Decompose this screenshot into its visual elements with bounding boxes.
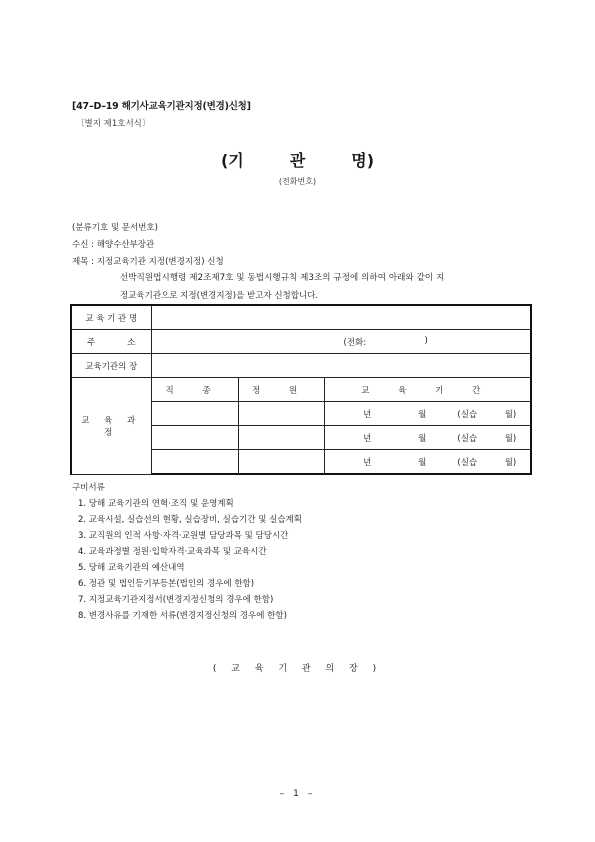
address-field[interactable] xyxy=(151,330,531,354)
title-char-3: 명) xyxy=(351,151,375,170)
institution-name-title xyxy=(0,148,595,171)
body-text-line-1: 선박직원법시행령 제2조제7호 및 동법시행규칙 제3조의 규정에 의하여 아래와 같이 지 xyxy=(120,273,445,283)
address-phone-close: ) xyxy=(424,336,428,346)
page-number: – 1 – xyxy=(279,789,316,799)
head-label: 교육기관의 장 xyxy=(71,354,151,378)
period-field[interactable]: 년 월 (실습 월) xyxy=(324,450,531,475)
document-item: 5. 당해 교육기관의 예산내역 xyxy=(78,563,185,573)
document-item: 3. 교직원의 인적 사항·자격·교원별 담당과목 및 담당시간 xyxy=(78,531,289,541)
row-address xyxy=(71,330,531,354)
classification-line: (분류기호 및 문서번호) xyxy=(72,223,158,233)
recipient-line: 수신 : 해양수산부장관 xyxy=(72,240,155,250)
capacity-header: 정 원 xyxy=(238,378,324,402)
row-institution-name xyxy=(71,305,531,330)
title-char-2: 관 xyxy=(289,151,306,170)
head-seal-line: ( 교 육 기 관 의 장 ) xyxy=(212,664,383,674)
head-field[interactable] xyxy=(151,354,531,378)
subject-line: 제목 : 지정교육기관 지정(변경지정) 신청 xyxy=(72,257,224,267)
capacity-field[interactable] xyxy=(238,450,324,475)
body-text-line-2: 정교육기관으로 지정(변경지정)을 받고자 신청합니다. xyxy=(120,291,319,301)
address-label: 주 소 xyxy=(71,330,151,354)
address-phone-label: (전화: xyxy=(343,338,367,348)
phone-number-label: (전화번호) xyxy=(278,177,317,186)
course-label: 교 육 과 정 xyxy=(71,378,151,475)
application-table xyxy=(70,304,532,475)
period-field[interactable]: 년 월 (실습 월) xyxy=(324,426,531,450)
document-item: 4. 교육과정별 정원·입학자격·교육과목 및 교육시간 xyxy=(78,547,267,557)
capacity-field[interactable] xyxy=(238,402,324,426)
job-type-header: 직 종 xyxy=(151,378,238,402)
row-head xyxy=(71,354,531,378)
document-item: 1. 당해 교육기관의 연혁·조직 및 운영계획 xyxy=(78,499,234,509)
period-header: 교 육 기 간 xyxy=(324,378,531,402)
document-item: 8. 변경사유를 기재한 서류(변경지정신청의 경우에 한함) xyxy=(78,611,287,621)
form-number: 〔별지 제1호서식〕 xyxy=(76,119,151,129)
job-type-field[interactable] xyxy=(151,402,238,426)
document-item: 6. 정관 및 법인등기부등본(법인의 경우에 한함) xyxy=(78,579,255,589)
job-type-field[interactable] xyxy=(151,426,238,450)
period-field[interactable]: 년 월 (실습 월) xyxy=(324,402,531,426)
institution-name-label: 교 육 기 관 명 xyxy=(71,305,151,330)
document-item: 7. 지정교육기관지정서(변경지정신청의 경우에 한함) xyxy=(78,595,274,605)
capacity-field[interactable] xyxy=(238,426,324,450)
job-type-field[interactable] xyxy=(151,450,238,475)
form-code-title: [47–D–19 해기사교육기관지정(변경)신청] xyxy=(72,101,251,112)
document-item: 2. 교육시설, 실습선의 현황, 실습장비, 실습기간 및 실습계획 xyxy=(78,515,302,525)
row-course-header xyxy=(71,378,531,402)
institution-name-field[interactable] xyxy=(151,305,531,330)
title-char-1: (기 xyxy=(220,151,244,170)
required-documents-title: 구비서류 xyxy=(72,483,105,493)
